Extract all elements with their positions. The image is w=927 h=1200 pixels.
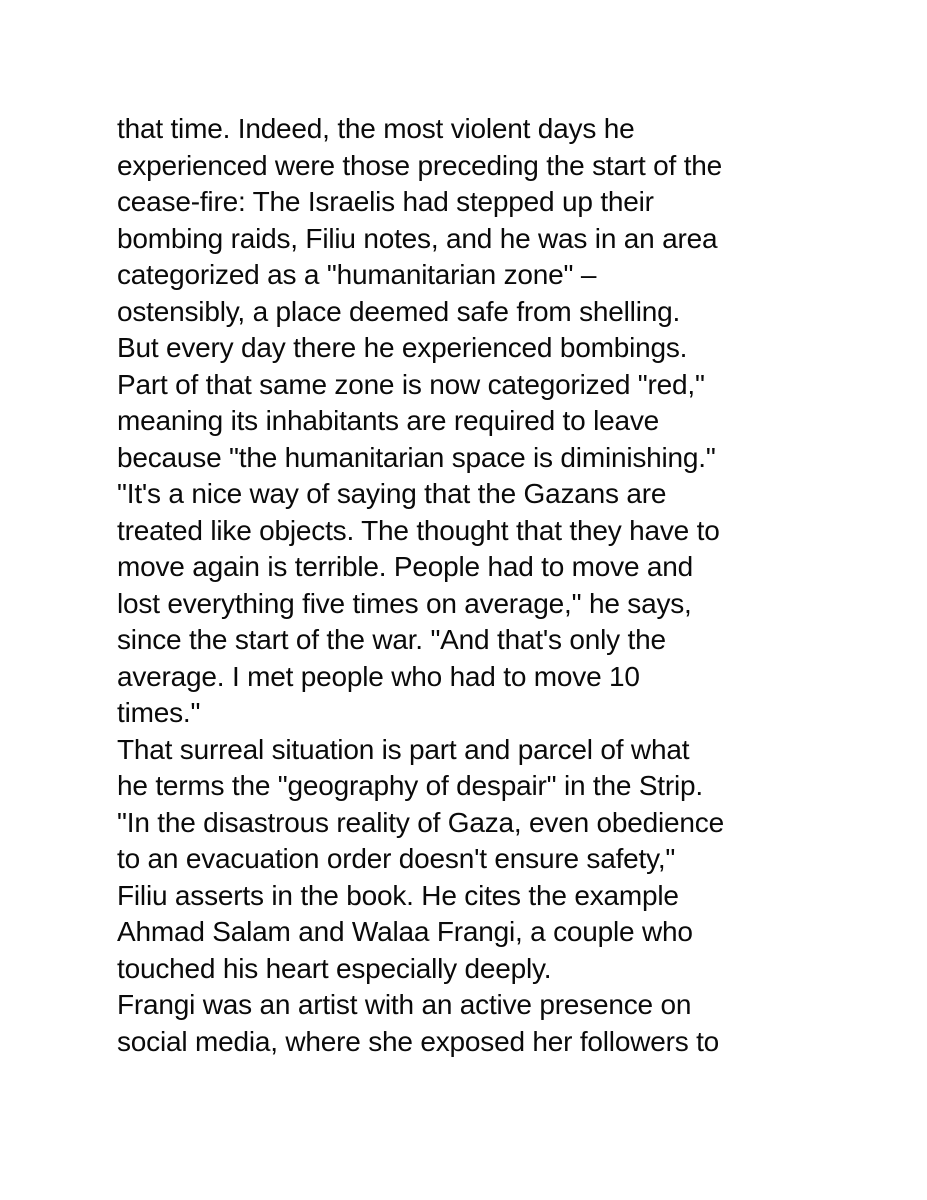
text-line: treated like objects. The thought that they have to: [117, 514, 720, 546]
text-line: bombing raids, Filiu notes, and he was in an area: [117, 222, 718, 254]
text-line: Frangi was an artist with an active presence on: [117, 989, 692, 1020]
text-line: Part of that same zone is now categorized "red,": [117, 368, 705, 400]
text-line: experienced were those preceding the start of the: [117, 149, 723, 181]
text-line: categorized as a "humanitarian zone" –: [117, 259, 597, 290]
text-line: That surreal situation is part and parcel of what: [117, 733, 690, 765]
text-line: touched his heart especially deeply.: [117, 952, 552, 984]
text-line: meaning its inhabitants are required to leave: [117, 405, 660, 436]
text-line: average. I met people who had to move 10: [117, 660, 640, 692]
text-line: that time. Indeed, the most violent days he: [117, 113, 635, 144]
text-line: move again is terrible. People had to move and: [117, 551, 694, 582]
text-line: to an evacuation order doesn't ensure safety,": [117, 843, 676, 874]
text-line: he terms the "geography of despair" in the Strip.: [117, 770, 703, 801]
text-line: Filiu asserts in the book. He cites the example: [117, 879, 679, 911]
article-text: [117, 111, 837, 1060]
text-line: But every day there he experienced bombings.: [117, 332, 688, 363]
text-line: cease-fire: The Israelis had stepped up their: [117, 186, 654, 217]
text-line: lost everything five times on average," he says,: [117, 587, 692, 619]
text-line: since the start of the war. "And that's only the: [117, 624, 666, 655]
text-line: times.": [117, 697, 201, 728]
text-line: "It's a nice way of saying that the Gazans are: [117, 478, 667, 509]
text-line: "In the disastrous reality of Gaza, even obedience: [117, 806, 724, 838]
text-line: because "the humanitarian space is diminishing.": [117, 441, 716, 473]
text-line: ostensibly, a place deemed safe from shelling.: [117, 295, 681, 327]
text-line: Ahmad Salam and Walaa Frangi, a couple who: [117, 916, 693, 947]
text-line: social media, where she exposed her followers to: [117, 1025, 720, 1057]
